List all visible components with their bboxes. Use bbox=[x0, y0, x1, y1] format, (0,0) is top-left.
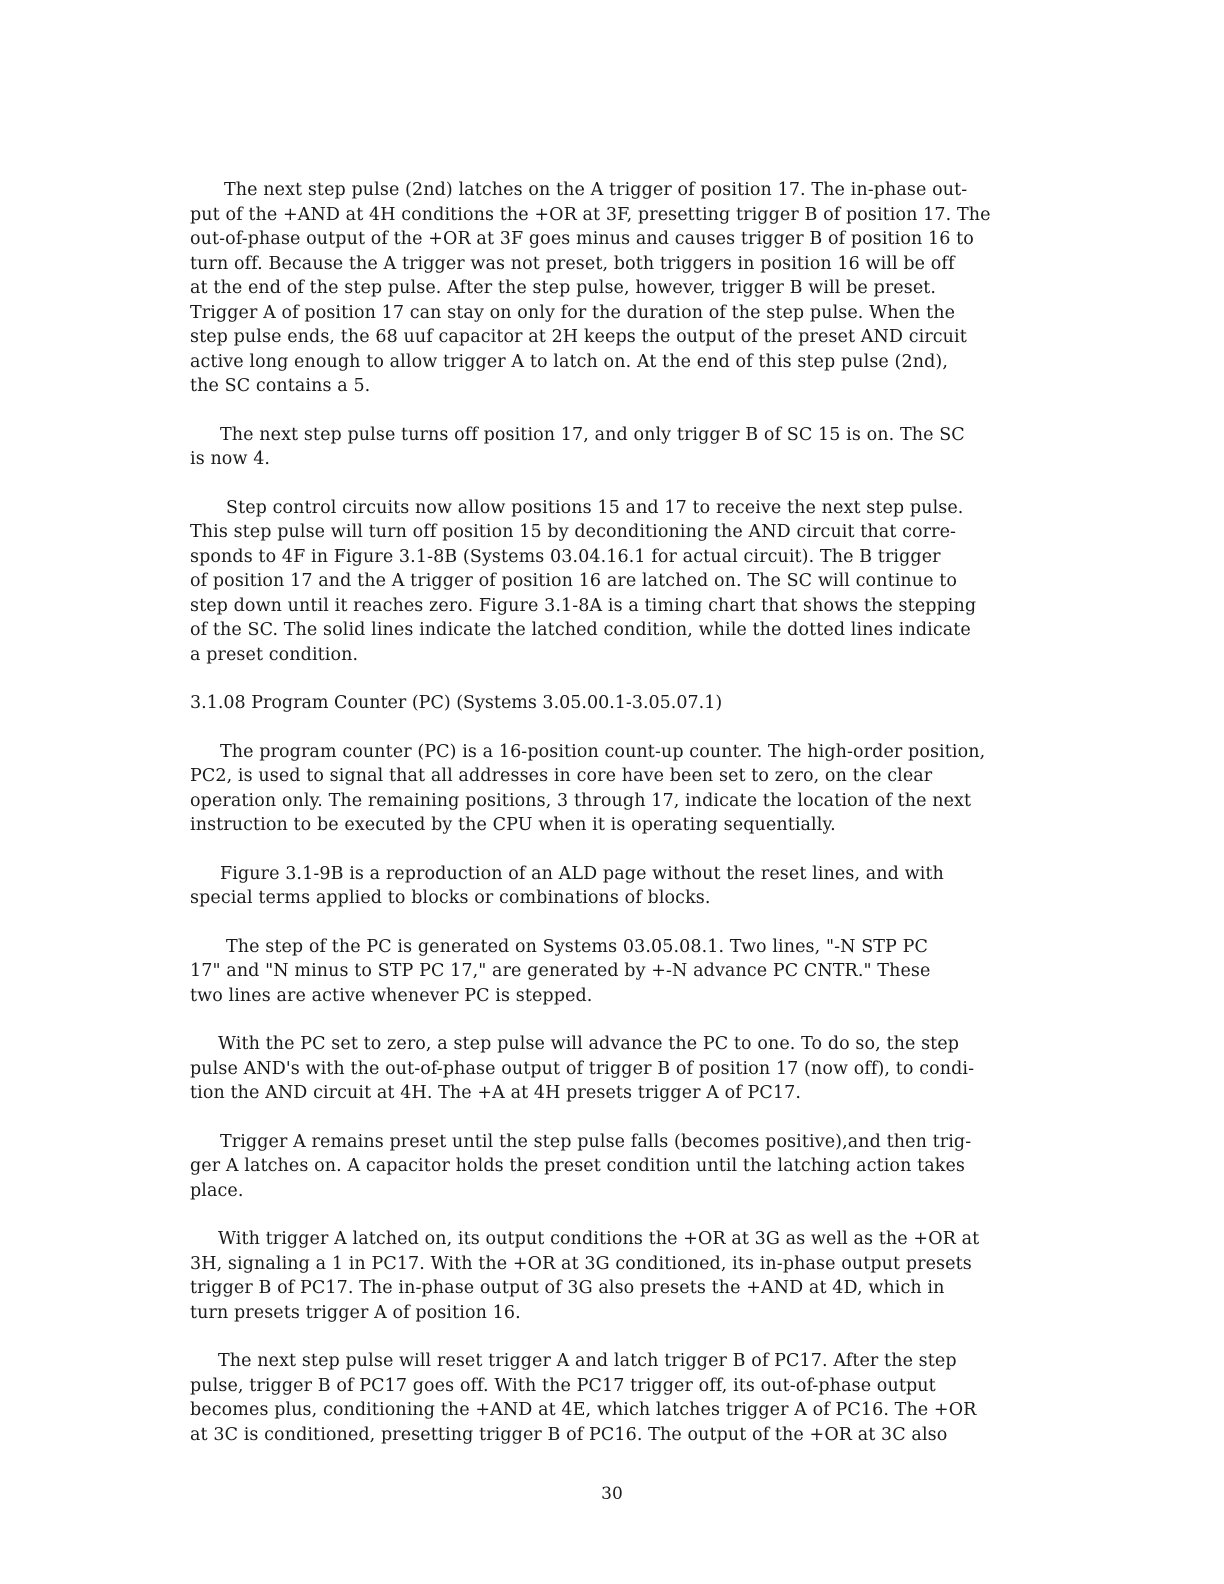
paragraph-line: instruction to be executed by the CPU when it is operating sequentially. bbox=[190, 815, 836, 835]
paragraph-line: This step pulse will turn off position 15 by deconditioning the AND circuit that corre- bbox=[190, 522, 957, 542]
paragraph-line: The step of the PC is generated on Systems 03.05.08.1. Two lines, "-N STP PC bbox=[226, 936, 928, 957]
paragraph-line: Trigger A of position 17 can stay on only for the duration of the step pulse. When the bbox=[190, 302, 956, 323]
paragraph-line: Step control circuits now allow positions 15 and 17 to receive the next step pulse. bbox=[226, 497, 964, 518]
document-body bbox=[190, 178, 1070, 1471]
page-number: 30 bbox=[601, 1484, 623, 1504]
paragraph bbox=[190, 1130, 1070, 1204]
paragraph bbox=[190, 862, 1070, 911]
paragraph-line: step pulse ends, the 68 uuf capacitor at 2H keeps the output of the preset AND circuit bbox=[190, 327, 967, 347]
paragraph bbox=[190, 496, 1070, 668]
paragraph-line: put of the +AND at 4H conditions the +OR at 3F, presetting trigger B of position 17. The bbox=[190, 204, 991, 225]
paragraph bbox=[190, 423, 1070, 472]
paragraph-line: is now 4. bbox=[190, 449, 271, 469]
paragraph-line: special terms applied to blocks or combinations of blocks. bbox=[190, 888, 711, 908]
paragraph bbox=[190, 740, 1070, 838]
paragraph-line: active long enough to allow trigger A to latch on. At the end of this step pulse (2nd), bbox=[190, 351, 948, 372]
paragraph-line: PC2, is used to signal that all addresses in core have been set to zero, on the clear bbox=[190, 766, 933, 786]
paragraph-line: at the end of the step pulse. After the step pulse, however, trigger B will be preset. bbox=[190, 278, 937, 298]
paragraph-line: operation only. The remaining positions, 3 through 17, indicate the location of the next bbox=[190, 790, 972, 811]
paragraph bbox=[190, 1032, 1070, 1106]
paragraph bbox=[190, 1227, 1070, 1325]
paragraph-line: place. bbox=[190, 1180, 244, 1201]
paragraph-line: trigger B of PC17. The in-phase output of 3G also presets the +AND at 4D, which in bbox=[190, 1278, 945, 1298]
paragraph-line: With the PC set to zero, a step pulse will advance the PC to one. To do so, the step bbox=[218, 1034, 960, 1054]
paragraph-line: a preset condition. bbox=[190, 644, 359, 665]
paragraph-line: 3H, signaling a 1 in PC17. With the +OR at 3G conditioned, its in-phase output presets bbox=[190, 1253, 972, 1274]
paragraph-line: the SC contains a 5. bbox=[190, 376, 371, 396]
paragraph-line: The program counter (PC) is a 16-position count-up counter. The high-order position, bbox=[220, 741, 986, 762]
paragraph-line: becomes plus, conditioning the +AND at 4E, which latches trigger A of PC16. The +OR bbox=[190, 1400, 977, 1420]
paragraph-line: pulse, trigger B of PC17 goes off. With the PC17 trigger off, its out-of-phase output bbox=[190, 1375, 936, 1396]
section-program-counter bbox=[190, 740, 1070, 1448]
paragraph-line: out-of-phase output of the +OR at 3F goes minus and causes trigger B of position 16 to bbox=[190, 229, 974, 249]
paragraph-line: The next step pulse will reset trigger A and latch trigger B of PC17. After the step bbox=[218, 1351, 957, 1371]
paragraph-line: tion the AND circuit at 4H. The +A at 4H presets trigger A of PC17. bbox=[190, 1083, 802, 1103]
paragraph-line: With trigger A latched on, its output conditions the +OR at 3G as well as the +OR at bbox=[218, 1229, 980, 1249]
paragraph-line: of position 17 and the A trigger of position 16 are latched on. The SC will continue to bbox=[190, 571, 958, 591]
section-heading-program-counter: 3.1.08 Program Counter (PC) (Systems 3.05.00.1-3.05.07.1) bbox=[190, 693, 723, 713]
paragraph-line: turn off. Because the A trigger was not preset, both triggers in position 16 will be off bbox=[190, 253, 955, 274]
paragraph bbox=[190, 935, 1070, 1009]
paragraph-line: at 3C is conditioned, presetting trigger B of PC16. The output of the +OR at 3C also bbox=[190, 1424, 948, 1445]
paragraph-line: Trigger A remains preset until the step pulse falls (becomes positive),and then trig- bbox=[220, 1131, 972, 1152]
paragraph bbox=[190, 1349, 1070, 1447]
paragraph-line: The next step pulse (2nd) latches on the A trigger of position 17. The in-phase out- bbox=[224, 180, 968, 200]
paragraph-line: Figure 3.1-9B is a reproduction of an ALD page without the reset lines, and with bbox=[220, 863, 944, 884]
paragraph-line: of the SC. The solid lines indicate the latched condition, while the dotted lines indicate bbox=[190, 620, 971, 640]
paragraph-line: ger A latches on. A capacitor holds the preset condition until the latching action takes bbox=[190, 1156, 966, 1176]
paragraph-line: The next step pulse turns off position 17, and only trigger B of SC 15 is on. The SC bbox=[220, 424, 965, 445]
paragraph-line: two lines are active whenever PC is stepped. bbox=[190, 985, 593, 1006]
paragraph bbox=[190, 178, 1070, 399]
paragraph-line: sponds to 4F in Figure 3.1-8B (Systems 03.04.16.1 for actual circuit). The B trigger bbox=[190, 546, 941, 567]
section-stepping-counter bbox=[190, 178, 1070, 667]
paragraph-line: pulse AND's with the out-of-phase output of trigger B of position 17 (now off), to condi- bbox=[190, 1058, 975, 1079]
paragraph-line: 17" and "N minus to STP PC 17," are generated by +-N advance PC CNTR." These bbox=[190, 961, 931, 981]
paragraph-line: turn presets trigger A of position 16. bbox=[190, 1302, 521, 1323]
paragraph-line: step down until it reaches zero. Figure 3.1-8A is a timing chart that shows the stepping bbox=[190, 595, 977, 616]
